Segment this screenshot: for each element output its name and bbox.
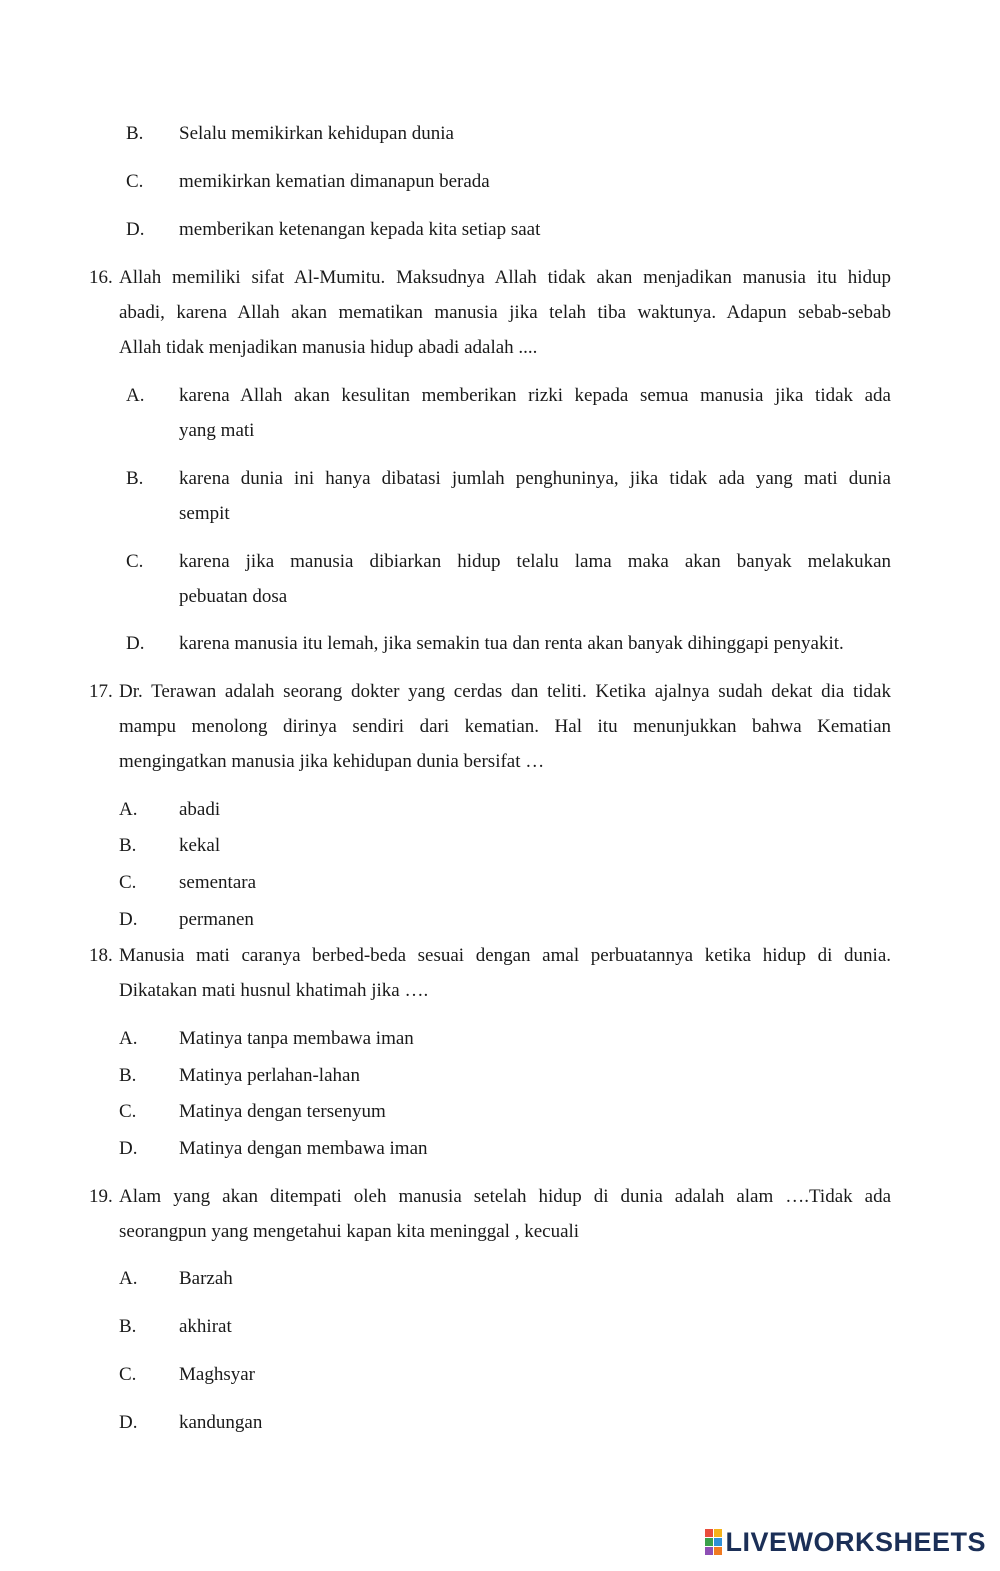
liveworksheets-logo	[705, 1527, 986, 1557]
question-line: Alam yang akan ditempati oleh manusia setelah hidup di dunia adalah alam ….Tidak ada	[119, 1186, 891, 1207]
logo-square	[705, 1547, 713, 1555]
option-text: Matinya tanpa membawa iman	[179, 1028, 414, 1049]
question-text	[119, 938, 891, 1008]
option-letter: C.	[126, 171, 144, 192]
question-line: abadi, karena Allah akan mematikan manusia jika telah tiba waktunya. Adapun sebab-sebab	[119, 302, 891, 323]
option-text: kekal	[179, 835, 221, 856]
option-text: kandungan	[179, 1412, 263, 1433]
option-text: Barzah	[179, 1268, 233, 1289]
question-line: Allah memiliki sifat Al-Mumitu. Maksudnya Allah tidak akan menjadikan manusia itu hidup	[119, 267, 891, 288]
option-letter: D.	[119, 1138, 138, 1159]
option-text: karena dunia ini hanya dibatasi jumlah penghuninya, jika tidak ada yang mati dunia	[179, 468, 891, 489]
option-letter: D.	[126, 219, 145, 240]
option-letter: A.	[119, 1268, 138, 1289]
option-text: Matinya perlahan-lahan	[179, 1065, 360, 1086]
option-text: akhirat	[179, 1316, 232, 1337]
option-letter: A.	[119, 799, 138, 820]
option-text: memikirkan kematian dimanapun berada	[179, 171, 490, 192]
question-line: Manusia mati caranya berbed-beda sesuai dengan amal perbuatannya ketika hidup di dunia.	[119, 945, 891, 966]
option-text: Selalu memikirkan kehidupan dunia	[179, 123, 454, 144]
option-text: Maghsyar	[179, 1364, 255, 1385]
question-number: 19.	[89, 1186, 113, 1207]
question-line: mengingatkan manusia jika kehidupan dunia bersifat …	[119, 751, 545, 772]
option-letter: B.	[119, 1316, 137, 1337]
logo-square	[705, 1538, 713, 1546]
option-letter: C.	[119, 1101, 137, 1122]
question-line: Dikatakan mati husnul khatimah jika ….	[119, 980, 429, 1001]
question-line: Dr. Terawan adalah seorang dokter yang cerdas dan teliti. Ketika ajalnya sudah dekat dia tidak	[119, 681, 891, 702]
question-number: 16.	[89, 267, 113, 288]
option-letter: A.	[126, 385, 145, 406]
logo-square	[714, 1547, 722, 1555]
option-text-continued: yang mati	[179, 420, 255, 441]
logo-square	[705, 1529, 713, 1537]
question-text	[119, 674, 891, 779]
liveworksheets-mark-icon	[705, 1529, 722, 1555]
option-letter: B.	[126, 468, 144, 489]
question-number: 18.	[89, 945, 113, 966]
option-letter: D.	[119, 909, 138, 930]
option-letter: B.	[119, 835, 137, 856]
question-line: mampu menolong dirinya sendiri dari kematian. Hal itu menunjukkan bahwa Kematian	[119, 716, 891, 737]
logo-wordmark: LIVEWORKSHEETS	[725, 1526, 986, 1557]
option-text-continued: sempit	[179, 503, 230, 524]
option-letter: C.	[119, 872, 137, 893]
option-text: memberikan ketenangan kepada kita setiap saat	[179, 219, 541, 240]
option-letter: A.	[119, 1028, 138, 1049]
question-line: Allah tidak menjadikan manusia hidup abadi adalah ....	[119, 337, 538, 358]
option-text: karena Allah akan kesulitan memberikan rizki kepada semua manusia jika tidak ada	[179, 385, 891, 406]
option-letter: D.	[126, 633, 145, 654]
option-letter: C.	[119, 1364, 137, 1385]
option-text-continued: pebuatan dosa	[179, 586, 288, 607]
question-line: seorangpun yang mengetahui kapan kita meninggal , kecuali	[119, 1221, 580, 1242]
option-text: permanen	[179, 909, 254, 930]
option-text: karena manusia itu lemah, jika semakin tua dan renta akan banyak dihinggapi penyakit.	[179, 633, 844, 654]
option-letter: B.	[119, 1065, 137, 1086]
option-letter: B.	[126, 123, 144, 144]
logo-square	[714, 1529, 722, 1537]
question-text	[119, 1179, 891, 1249]
option-text: Matinya dengan tersenyum	[179, 1101, 386, 1122]
option-text: Matinya dengan membawa iman	[179, 1138, 428, 1159]
option-text: abadi	[179, 799, 221, 820]
question-text	[119, 260, 891, 365]
question-number: 17.	[89, 681, 113, 702]
option-text: karena jika manusia dibiarkan hidup telalu lama maka akan banyak melakukan	[179, 551, 891, 572]
option-letter: D.	[119, 1412, 138, 1433]
logo-square	[714, 1538, 722, 1546]
option-letter: C.	[126, 551, 144, 572]
option-text: sementara	[179, 872, 257, 893]
